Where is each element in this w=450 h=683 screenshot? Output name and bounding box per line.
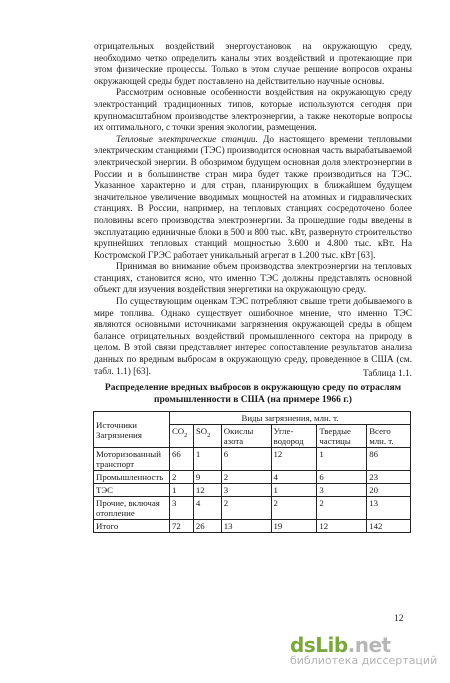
cell-so2: 9 [193, 471, 221, 484]
dslib-watermark[interactable] [290, 633, 440, 667]
cell-so2: 26 [193, 520, 221, 533]
paragraph-3-text: До настоящего времени тепловыми электрическим станциями (ТЭС) производится основная часть вырабатываемой электрической энергии. В обозримом будущем основная доля электроэнергии в России и в большинстве стран мира будет также производиться на ТЭС. Указанное характерно и для стран, планирующих в ближайшем будущем значительное увеличение вводимых мощностей на атомных и гидравлических станциях. В России, например, на тепловых станциях сосредоточено более половины всего производства электроэнергии. За прошедшие годы введены в эксплуатацию единичные блоки в 500 и 800 тыс. кВт, развернуто строительство крупнейших тепловых станций мощностью 3.600 и 4.800 тыс. кВт. На Костромской ГРЭС работает уникальный агрегат в 1.200 тыс. кВт [63]. [94, 134, 412, 261]
table-title-line-2: промышленности в США (на примере 1966 г.) [154, 394, 352, 405]
cell-particulates: 2 [317, 497, 367, 520]
cell-co2: 72 [169, 520, 193, 533]
cell-total: 23 [367, 471, 411, 484]
emissions-table [93, 411, 411, 533]
header-pollution-types: Виды загрязнения, млн. т. [169, 412, 410, 425]
cell-nox: 13 [221, 520, 271, 533]
table-total-row [94, 520, 411, 533]
cell-nox: 6 [221, 448, 271, 471]
cell-hydrocarbons: 19 [271, 520, 317, 533]
paragraph-5: По существующим оценкам ТЭС потребляют свыше трети добываемого в мире топлива. Однако существует ошибочное мнение, что именно ТЭС являются основными источниками загрязнения окружающей среды в общем балансе отрицательных воздействий промышленного сектора на природу в целом. В этой связи представляет интерес сопоставление результатов анализа данных по вредным выбросам в окружающую среду, проведенное в США (см. табл. 1.1) [63]. [94, 297, 412, 377]
page-number: 12 [394, 614, 404, 624]
paragraph-4: Принимая во внимание объем производства электроэнергии на тепловых станциях, становится ясно, что именно ТЭС должны представлять основной объект для изучения воздействия энергетики на окружающую среду. [94, 262, 412, 296]
dslib-subtitle: библиотека диссертаций [290, 654, 438, 667]
cell-nox: 3 [221, 484, 271, 497]
cell-total: 86 [367, 448, 411, 471]
table-row [94, 497, 411, 520]
cell-particulates: 12 [317, 520, 367, 533]
cell-source: Промышленность [94, 471, 170, 484]
cell-co2: 2 [169, 471, 193, 484]
cell-hydrocarbons: 1 [271, 484, 317, 497]
section-heading-tes: Тепловые электрические станции. [116, 134, 258, 145]
header-so2: $SO_2$ [193, 425, 221, 448]
cell-nox: 2 [221, 471, 271, 484]
table-row [94, 448, 411, 471]
table-title [94, 383, 412, 406]
body-text [94, 42, 412, 378]
table-caption: Таблица 1.1. [362, 369, 412, 379]
header-nox: Окислы азота [221, 425, 271, 448]
cell-so2: 4 [193, 497, 221, 520]
dslib-logo: dsLib.net [290, 633, 391, 657]
header-hydrocarbons: Угле-водород [271, 425, 317, 448]
cell-particulates: 3 [317, 484, 367, 497]
header-total: Всего млн. т. [367, 425, 411, 448]
cell-hydrocarbons: 4 [271, 471, 317, 484]
paragraph-3 [94, 135, 412, 263]
paragraph-2: Рассмотрим основные особенности воздействия на окружающую среду электростанций традиционных типов, которые используются сегодня при крупномасштабном производстве электроэнергии, а также некоторые вопросы их оптимального, с точки зрения экологии, размещения. [94, 88, 412, 134]
cell-so2: 1 [193, 448, 221, 471]
cell-total: 20 [367, 484, 411, 497]
cell-co2: 3 [169, 497, 193, 520]
cell-source: Моторизованный транспорт [94, 448, 170, 471]
cell-so2: 12 [193, 484, 221, 497]
cell-hydrocarbons: 12 [271, 448, 317, 471]
cell-total: 13 [367, 497, 411, 520]
table-header-row [94, 412, 411, 425]
cell-particulates: 1 [317, 448, 367, 471]
header-co2: $CO_2$ [169, 425, 193, 448]
header-sources: Источники Загрязнения [94, 412, 170, 448]
cell-particulates: 6 [317, 471, 367, 484]
cell-co2: 1 [169, 484, 193, 497]
paragraph-1: отрицательных воздействий энергоустановок на окружающую среду, необходимо четко определить каналы этих воздействий и протекающие при этом физические процессы. Только в этом случае решение вопросов охраны окружающей среды будет поставлено на действительно научные основы. [94, 42, 412, 87]
cell-source: ТЭС [94, 484, 170, 497]
table-row [94, 471, 411, 484]
cell-source: Итого [94, 520, 170, 533]
table-title-line-1: Распределение вредных выбросов в окружающую среду по отраслям [104, 383, 402, 393]
cell-hydrocarbons: 2 [271, 497, 317, 520]
table-row [94, 484, 411, 497]
cell-source: Прочие, включая отопление [94, 497, 170, 520]
cell-total: 142 [367, 520, 411, 533]
cell-co2: 66 [169, 448, 193, 471]
cell-nox: 2 [221, 497, 271, 520]
header-particulates: Твердые частицы [317, 425, 367, 448]
